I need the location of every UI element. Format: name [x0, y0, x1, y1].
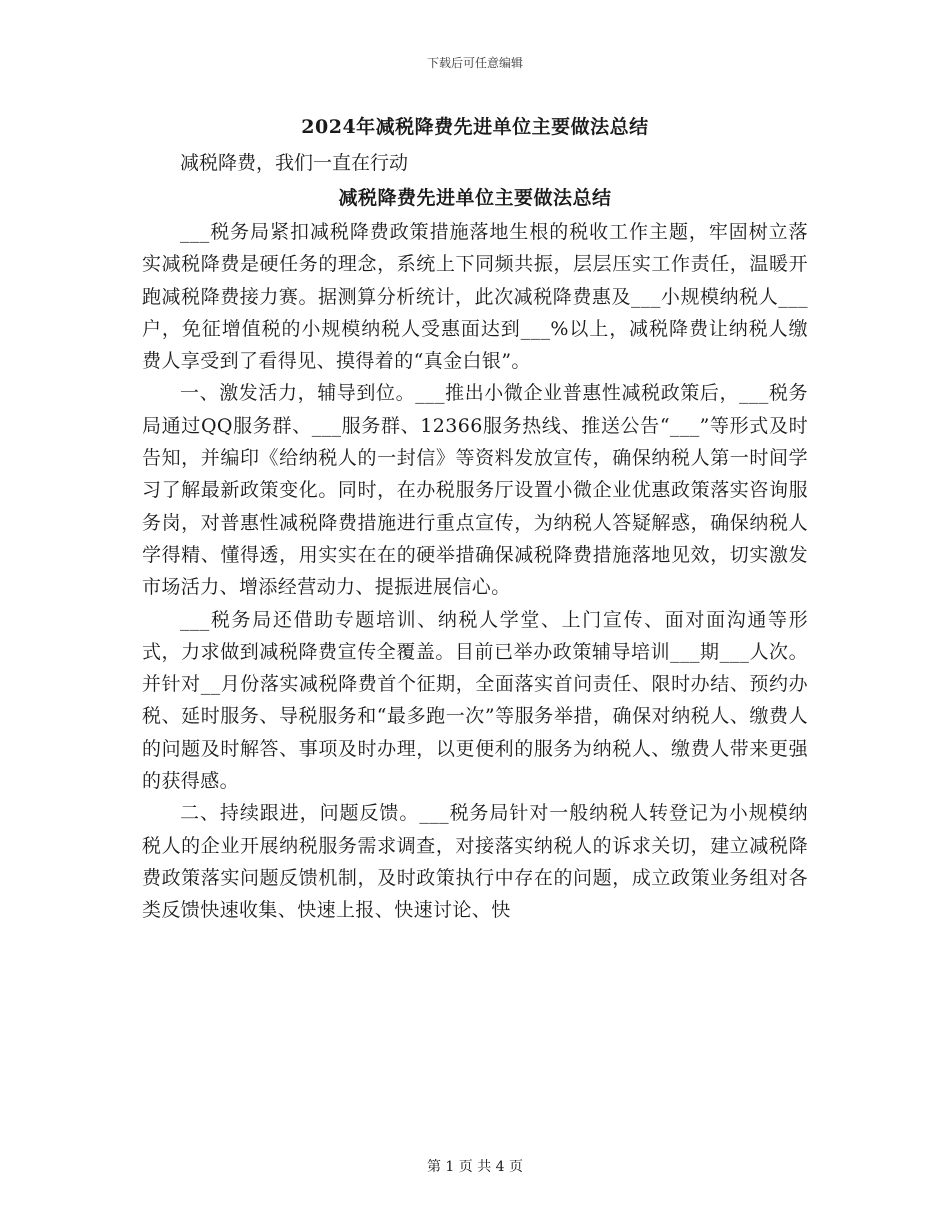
- page-number: 第 1 页 共 4 页: [426, 1159, 524, 1175]
- paragraph-section-two: 二、持续跟进，问题反馈。___税务局针对一般纳税人转登记为小规模纳税人的企业开展纳税服务需求调查，对接落实纳税人的诉求关切，建立减税降费政策落实问题反馈机制，及时政策执行中存在的问题，成立政策业务组对各类反馈快速收集、快速上报、快速讨论、快: [142, 802, 808, 922]
- section-title: 减税降费先进单位主要做法总结: [338, 187, 612, 209]
- paragraph-training: ___税务局还借助专题培训、纳税人学堂、上门宣传、面对面沟通等形式，力求做到减税降费宣传全覆盖。目前已举办政策辅导培训___期___人次。并针对__月份落实减税降费首个征期，全面落实首问责任、限时办结、预约办税、延时服务、导税服务和“最多跑一次”等服务举措，确保对纳税人、缴费人的问题及时解答、事项及时办理，以更便利的服务为纳税人、缴费人带来更强的获得感。: [142, 608, 808, 793]
- document-body: [142, 112, 808, 927]
- page-header-note: 下载后可任意编辑: [426, 56, 523, 70]
- document-title: 2024年减税降费先进单位主要做法总结: [301, 116, 649, 138]
- paragraph-section-one: 一、激发活力，辅导到位。___推出小微企业普惠性减税政策后，___税务局通过QQ服务群、___服务群、12366服务热线、推送公告“___”等形式及时告知，并编印《给纳税人的一封信》等资料发放宣传，确保纳税人第一时间学习了解最新政策变化。同时，在办税服务厅设置小微企业优惠政策落实咨询服务岗，对普惠性减税降费措施进行重点宣传，为纳税人答疑解惑，确保纳税人学得精、懂得透，用实实在在的硬举措确保减税降费措施落地见效，切实激发市场活力、增添经营动力、提振进展信心。: [142, 382, 808, 599]
- paragraph-intro: ___税务局紧扣减税降费政策措施落地生根的税收工作主题，牢固树立落实减税降费是硬任务的理念，系统上下同频共振，层层压实工作责任，温暖开跑减税降费接力赛。据测算分析统计，此次减税降费惠及___小规模纳税人___户，免征增值税的小规模纳税人受惠面达到___%以上，减税降费让纳税人缴费人享受到了看得见、摸得着的“真金白银”。: [142, 221, 808, 373]
- document-subtitle: 减税降费，我们一直在行动: [180, 152, 409, 174]
